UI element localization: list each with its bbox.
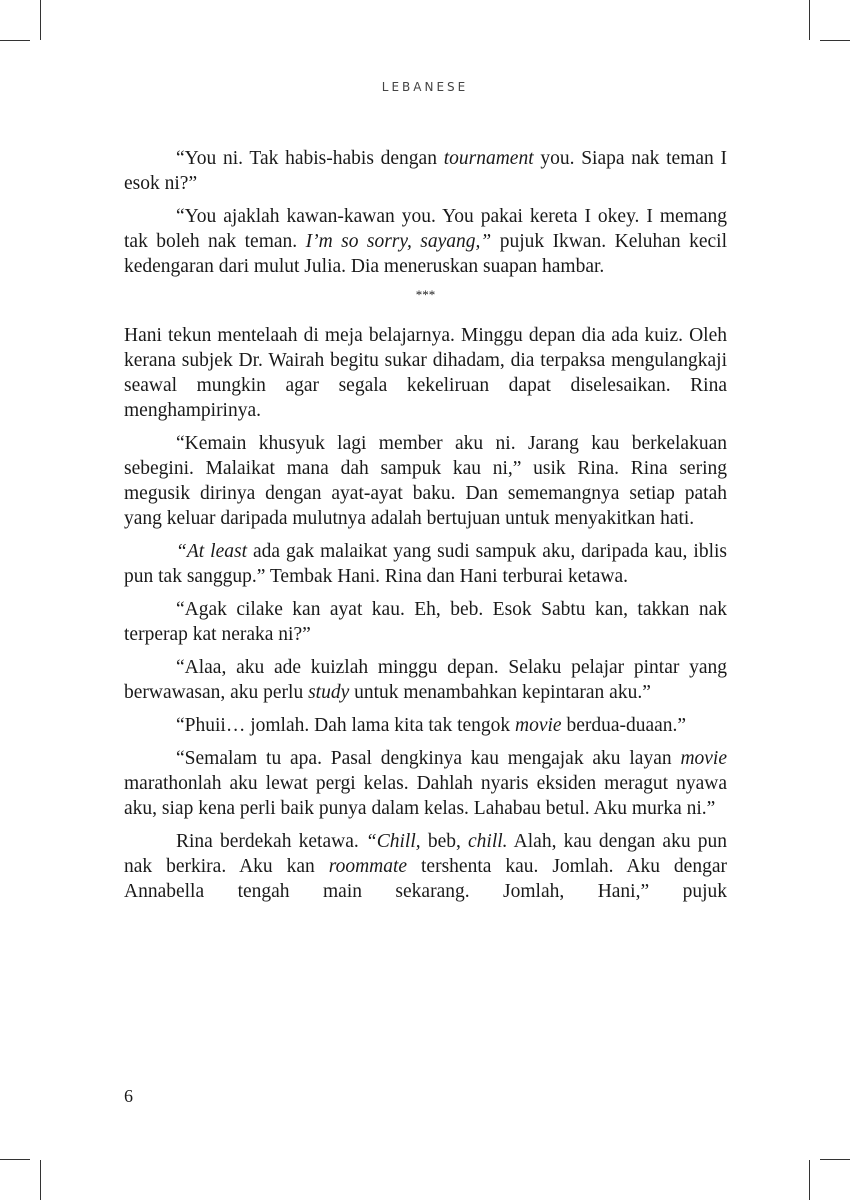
italic-text: “At least (176, 541, 247, 562)
italic-text: chill. (468, 831, 508, 852)
text-run: beb, (420, 831, 469, 852)
crop-mark-bottom-right-vertical (809, 1160, 810, 1200)
crop-mark-top-right-horizontal (820, 40, 850, 41)
crop-mark-top-left-horizontal (0, 40, 30, 41)
italic-text: movie (515, 715, 562, 736)
text-run: “Phuii… jomlah. Dah lama kita tak tengok (176, 715, 516, 736)
paragraph (124, 204, 727, 279)
paragraph (124, 746, 727, 821)
italic-text: roommate (328, 856, 408, 877)
text-run: “Agak cilake kan ayat kau. Eh, beb. Esok Sabtu kan, takkan nak terperap kat neraka ni?” (124, 599, 727, 645)
crop-mark-top-right-vertical (809, 0, 810, 40)
italic-text: “Chill, (365, 831, 421, 852)
italic-text: tournament (443, 148, 534, 169)
crop-mark-bottom-right-horizontal (820, 1159, 850, 1160)
text-run: untuk menambahkan kepintaran aku.” (349, 682, 651, 703)
paragraph (124, 829, 727, 904)
text-run: “Semalam tu apa. Pasal dengkinya kau mengajak aku layan (176, 748, 681, 769)
running-header: LEBANESE (381, 80, 469, 94)
crop-mark-bottom-left-horizontal (0, 1159, 30, 1160)
page-number: 6 (124, 1086, 133, 1106)
paragraph (124, 539, 727, 589)
scene-separator: *** (415, 287, 436, 302)
paragraph (124, 146, 727, 196)
crop-mark-bottom-left-vertical (40, 1160, 41, 1200)
text-run: Hani tekun mentelaah di meja belajarnya. Minggu depan dia ada kuiz. Oleh kerana subjek Dr. Wairah begitu sukar dihadam, dia terpaksa mengulangkaji seawal mungkin agar segala kekeliruan dapat diselesaikan. Rina menghampirinya. (124, 325, 727, 421)
text-run: Rina berdekah ketawa. (176, 831, 366, 852)
text-run: tershenta kau. Jomlah. Aku dengar Annabella tengah main sekarang. Jomlah, Hani,” pujuk (124, 856, 727, 902)
page-body (124, 146, 727, 912)
text-run: “You ni. Tak habis-habis dengan (176, 148, 444, 169)
text-run: “Kemain khusyuk lagi member aku ni. Jarang kau berkelakuan sebegini. Malaikat mana dah sampuk kau ni,” usik Rina. Rina sering megusik dirinya dengan ayat-ayat baku. Dan sememangnya setiap patah yang keluar daripada mulutnya adalah bertujuan untuk menyakitkan hati. (124, 433, 727, 529)
paragraph (124, 431, 727, 531)
text-run: pujuk Ikwan. Keluhan kecil kedengaran dari mulut Julia. Dia meneruskan suapan hambar. (124, 231, 728, 277)
italic-text: I’m so sorry, sayang,” (305, 231, 492, 252)
paragraph (124, 655, 727, 705)
crop-mark-top-left-vertical (40, 0, 41, 40)
text-run: marathonlah aku lewat pergi kelas. Dahlah nyaris eksiden meragut nyawa aku, siap kena perli baik punya dalam kelas. Lahabau betul. Aku murka ni.” (124, 773, 727, 819)
paragraph (124, 323, 727, 423)
text-run: “You ajaklah kawan-kawan you. You pakai kereta I okey. I memang tak boleh nak teman. (124, 206, 727, 252)
text-run: berdua-duaan.” (561, 715, 687, 736)
paragraph (124, 713, 727, 738)
text-run: you. Siapa nak teman I esok ni?” (124, 148, 727, 194)
text-run: Alah, kau dengan aku pun nak berkira. Aku kan (124, 831, 727, 877)
italic-text: movie (680, 748, 727, 769)
text-run: ada gak malaikat yang sudi sampuk aku, daripada kau, iblis pun tak sanggup.” Tembak Hani. Rina dan Hani terburai ketawa. (124, 541, 727, 587)
text-run: “Alaa, aku ade kuizlah minggu depan. Selaku pelajar pintar yang berwawasan, aku perlu (124, 657, 727, 703)
italic-text: study (308, 682, 350, 703)
paragraph (124, 597, 727, 647)
